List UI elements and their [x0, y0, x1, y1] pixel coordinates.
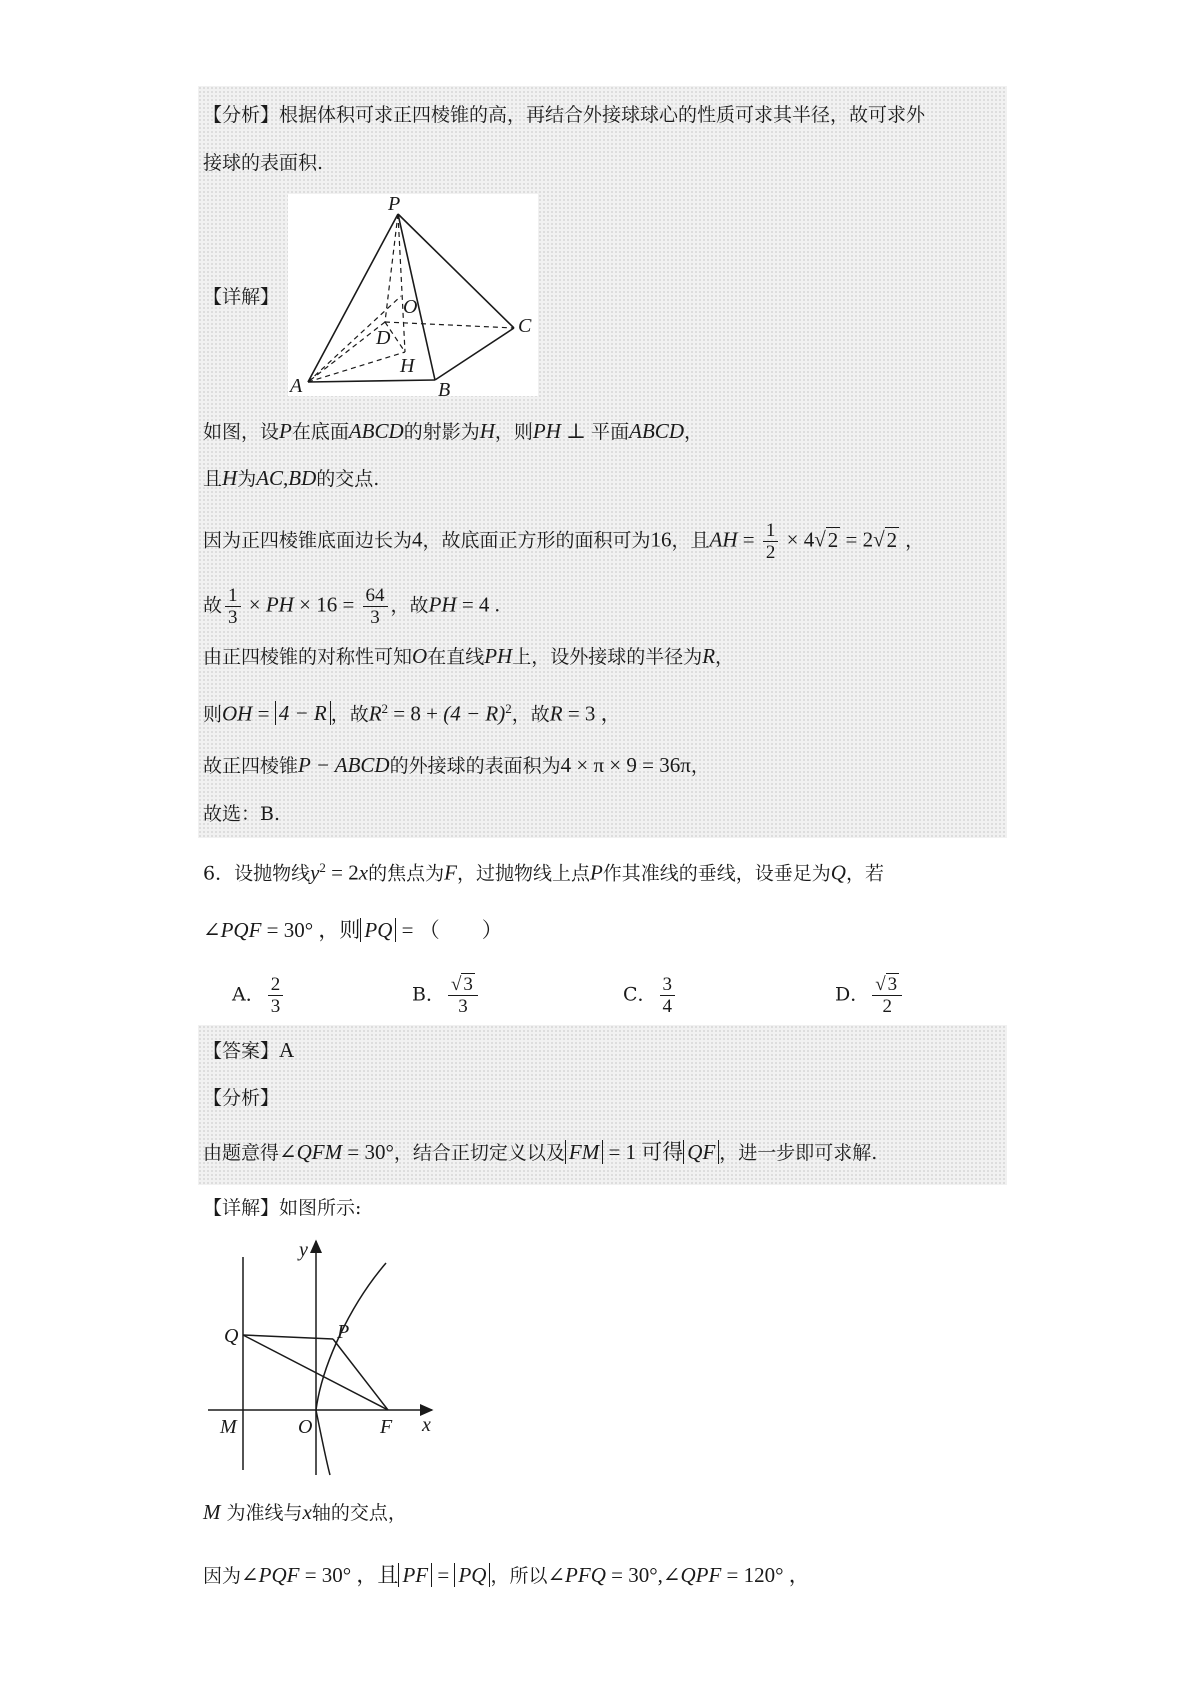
- segment-PF: [333, 1339, 388, 1410]
- m-definition-line: M 为准线与x轴的交点，: [203, 1500, 407, 1524]
- option-a[interactable]: A． $\frac{2}{3}$: [232, 974, 286, 1017]
- label-A: A: [290, 375, 303, 396]
- analysis-line-2: [203, 148, 323, 178]
- analysis6-line: 由题意得∠QFM = 30°，结合正切定义以及 FM = 1 可得 QF ，进一步即可求解.: [203, 1140, 878, 1164]
- analysis-text-2: 接球的表面积.: [203, 152, 324, 174]
- surface-line: 故正四棱锥P − ABCD的外接球的表面积为4 × π × 9 = 36π，: [203, 753, 710, 777]
- label-C: C: [518, 315, 532, 337]
- symmetry-line: 由正四棱锥的对称性可知O在直线PH上，设外接球的半径为R，: [203, 644, 735, 668]
- label-x: x: [422, 1414, 431, 1436]
- label-O: O: [403, 296, 418, 318]
- parabola-curve: [316, 1263, 386, 1475]
- option-d[interactable]: D． $\frac{√ 3}{2}$: [835, 974, 905, 1017]
- label-P: P: [388, 194, 401, 215]
- segment-QP: [243, 1335, 333, 1339]
- detail6-line: 【详解】如图所示:: [203, 1197, 362, 1219]
- label-M: M: [220, 1416, 237, 1438]
- label-B: B: [438, 379, 451, 396]
- option-b[interactable]: B． $\frac{√ 3}{3}$: [412, 974, 481, 1017]
- label-P6: P: [337, 1321, 350, 1343]
- analysis-label: 【分析】: [203, 104, 280, 126]
- label-F: F: [380, 1416, 393, 1438]
- answer-line: 【答案】A: [203, 1038, 295, 1062]
- proj-line: 如图，设P在底面ABCD的射影为H，则PH ⊥ 平面ABCD，: [203, 419, 703, 443]
- last-line: 因为∠PQF = 30° ，且 PF = PQ ，所以∠PFQ = 30°,∠QPF = 120° ，: [203, 1563, 810, 1587]
- analysis-line-1: [203, 100, 925, 130]
- choice-line: 故选：B.: [203, 803, 281, 825]
- fraction-64-3: $\frac{64}{3}$: [363, 585, 388, 628]
- pyramid-figure: [288, 194, 538, 396]
- label-y: y: [299, 1239, 308, 1261]
- label-Q: Q: [224, 1325, 239, 1347]
- fraction-third: $\frac{1}{3}$: [225, 585, 241, 628]
- analysis-text: 根据体积可求正四棱锥的高，再结合外接球球心的性质可求其半径，故可求外: [279, 104, 926, 126]
- fraction-half: $\frac{1}{2}$: [763, 520, 779, 563]
- question6-line2: ∠PQF = 30° ，则 PQ = （ ）: [203, 918, 503, 942]
- area-line: 因为正四棱锥底面边长为4，故底面正方形的面积可为16，且AH = $\frac{1}{2}$ × 4√2 = 2√2 ，: [203, 520, 925, 563]
- intersection-line: 且H为AC,BD的交点.: [203, 466, 380, 490]
- option-c[interactable]: C． $\frac{3}{4}$: [623, 974, 678, 1017]
- radius-line: 则OH = 4 − R ，故$R^2 = 8 + (4 - R)^2$，故R = 3 ，: [203, 701, 622, 726]
- label-H: H: [400, 355, 415, 377]
- height-line: 故 $\frac{1}{3}$ × PH × 16 = $\frac{64}{3}$ ，故PH = 4 .: [203, 585, 500, 628]
- parabola-figure: [200, 1235, 440, 1480]
- detail-label-5: 【详解】: [203, 286, 280, 308]
- question6-line1: 6．设抛物线$y^2 = 2x$的焦点为F，过抛物线上点P作其准线的垂线，设垂足为Q，若: [203, 860, 884, 885]
- label-D: D: [376, 327, 391, 349]
- analysis6-label: 【分析】: [203, 1087, 280, 1109]
- label-O6: O: [298, 1416, 313, 1438]
